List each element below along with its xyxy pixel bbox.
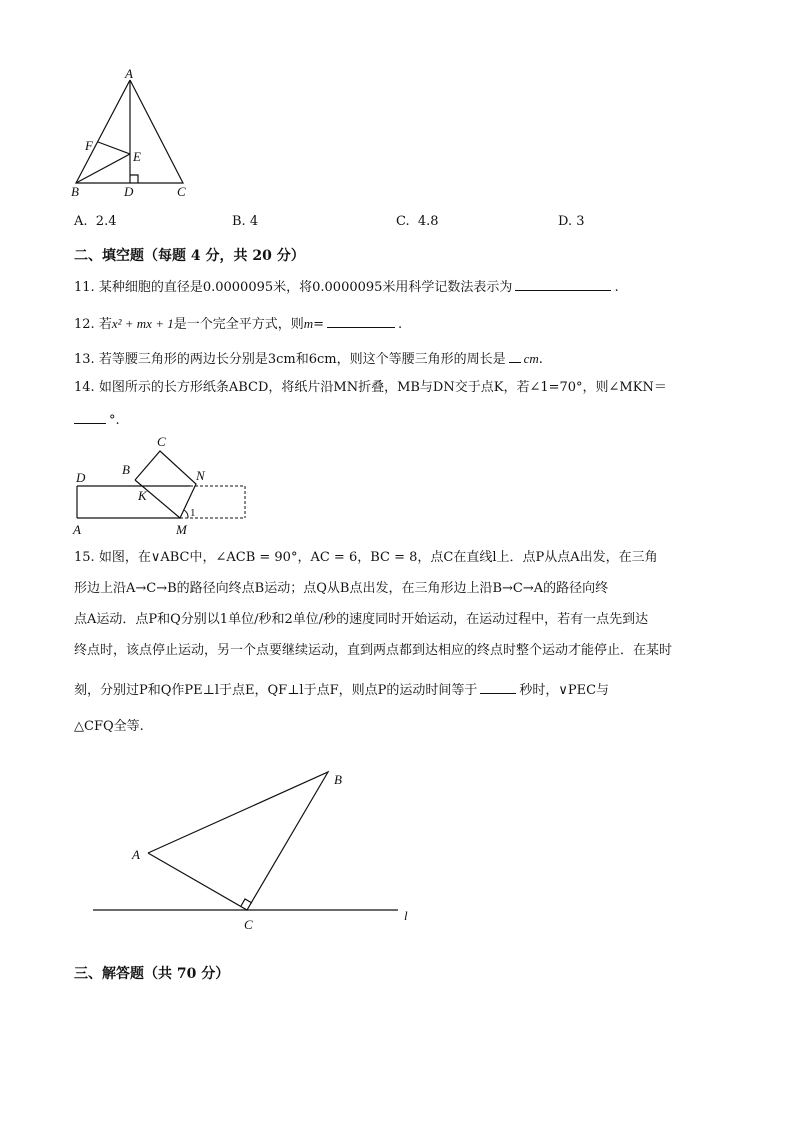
question-14-line-2: °. xyxy=(74,409,120,430)
question-15-line-2: 形边上沿A→C→B的路径向终点B运动；点Q从B点出发，在三角形边上沿B→C→A的路径向终 xyxy=(74,581,609,596)
answer-blank-13 xyxy=(509,348,521,363)
label-b: B xyxy=(71,184,79,199)
label-c: C xyxy=(157,434,166,449)
segment-fe xyxy=(98,142,130,154)
choice-a: A. 2.4 xyxy=(74,214,117,229)
question-15-line-1: 15. 如图，在∨ABC中，∠ACB = 90°，AC = 6，BC = 8，点C在直线l上．点P从点A出发，在三角 xyxy=(74,550,658,565)
triangle-figure-abc xyxy=(60,62,200,202)
choice-d: D. 3 xyxy=(558,214,585,229)
answer-blank-15 xyxy=(480,679,516,694)
answer-blank-14 xyxy=(74,409,106,424)
right-triangle-on-line-figure xyxy=(88,762,428,938)
folded-part-bcnm xyxy=(135,451,196,518)
label-f: F xyxy=(85,138,93,153)
question-13: 13. 若等腰三角形的两边长分别是3cm和6cm，则这个等腰三角形的周长是 cm. xyxy=(74,348,543,369)
label-b: B xyxy=(334,772,342,787)
label-d: D xyxy=(76,470,86,485)
question-15-line-4: 终点时，该点停止运动，另一个点要继续运动，直到两点都到达相应的终点时整个运动才能停止．在某时 xyxy=(74,643,673,658)
expression-x2-mx-1: x² + mx + 1 xyxy=(111,316,174,331)
choice-c: C. 4.8 xyxy=(396,214,439,229)
label-a: A xyxy=(132,847,140,862)
label-a: A xyxy=(73,522,81,537)
label-l: l xyxy=(404,908,408,923)
question-15-line-3: 点A运动．点P和Q分别以1单位/秒和2单位/秒的速度同时开始运动，在运动过程中，若有一点先到达 xyxy=(74,612,649,627)
label-angle-1: 1 xyxy=(190,507,196,519)
choice-b: B. 4 xyxy=(232,214,259,229)
angle-1-arc xyxy=(184,510,188,518)
label-a: A xyxy=(125,66,133,81)
label-m: M xyxy=(176,522,187,537)
question-11: 11. 某种细胞的直径是0.0000095米，将0.0000095米用科学记数法表示为 . xyxy=(74,276,619,297)
right-angle-mark-d xyxy=(130,175,138,183)
answer-blank-12 xyxy=(327,313,395,328)
folded-strip-figure xyxy=(70,432,255,540)
section-title-fill-in: 二、填空题（每题 4 分，共 20 分） xyxy=(74,248,305,264)
question-12: 12. 若x² + mx + 1是一个完全平方式，则m= . xyxy=(74,313,402,334)
question-15-line-5: 刻，分别过P和Q作PE⊥l于点E，QF⊥l于点F，则点P的运动时间等于 秒时，∨PEC与 xyxy=(74,679,609,700)
label-b: B xyxy=(122,462,130,477)
label-k: K xyxy=(138,488,147,503)
label-e: E xyxy=(133,149,141,164)
section-title-solutions: 三、解答题（共 70 分） xyxy=(74,966,230,982)
triangle-abc-outline xyxy=(148,772,328,910)
label-d: D xyxy=(124,184,134,199)
answer-blank-11 xyxy=(515,276,611,291)
label-n: N xyxy=(196,468,205,483)
label-c: C xyxy=(244,917,253,932)
label-c: C xyxy=(177,184,186,199)
question-15-line-6: △CFQ全等. xyxy=(74,719,144,734)
question-14-line-1: 14. 如图所示的长方形纸条ABCD，将纸片沿MN折叠，MB与DN交于点K，若∠1=70°，则∠MKN＝ xyxy=(74,380,667,395)
